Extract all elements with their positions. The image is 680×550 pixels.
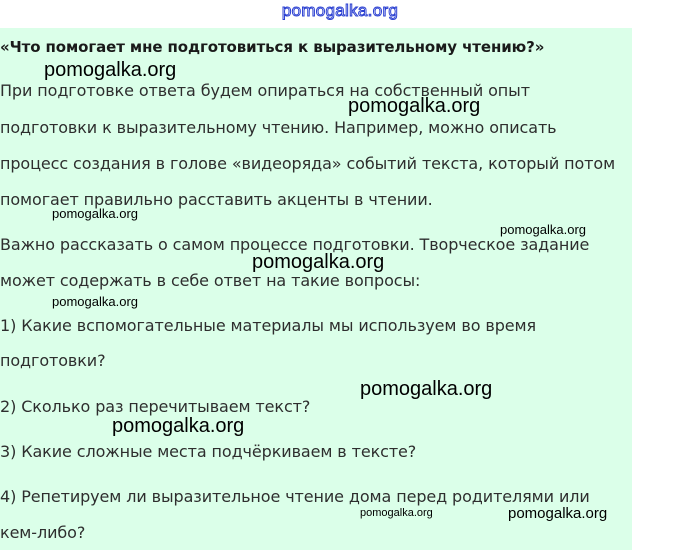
answer-heading: «Что помогает мне подготовиться к выразительному чтению?» bbox=[0, 38, 545, 56]
answer-line: процесс создания в голове «видеоряда» событий текста, который потом bbox=[0, 154, 616, 173]
question-line: кем-либо? bbox=[0, 523, 86, 542]
watermark: pomogalka.org bbox=[52, 294, 138, 309]
watermark: pomogalka.org bbox=[112, 415, 245, 437]
answer-line: подготовки к выразительному чтению. Например, можно описать bbox=[0, 118, 557, 137]
site-logo[interactable]: pomogalka.org bbox=[281, 1, 399, 20]
answer-line: Важно рассказать о самом процессе подготовки. Творческое задание bbox=[0, 235, 590, 254]
question-line: подготовки? bbox=[0, 351, 106, 370]
question-line: 1) Какие вспомогательные материалы мы используем во время bbox=[0, 316, 536, 335]
watermark: pomogalka.org bbox=[52, 206, 138, 221]
watermark: pomogalka.org bbox=[360, 507, 433, 519]
question-line: 4) Репетируем ли выразительное чтение дома перед родителями или bbox=[0, 487, 590, 506]
question-line: 3) Какие сложные места подчёркиваем в тексте? bbox=[0, 442, 417, 461]
watermark: pomogalka.org bbox=[508, 505, 608, 522]
answer-line: помогает правильно расставить акценты в чтении. bbox=[0, 190, 433, 209]
watermark: pomogalka.org bbox=[360, 378, 493, 400]
answer-line: При подготовке ответа будем опираться на собственный опыт bbox=[0, 81, 530, 100]
watermark: pomogalka.org bbox=[348, 95, 481, 117]
watermark: pomogalka.org bbox=[44, 59, 177, 81]
site-header bbox=[0, 0, 680, 28]
question-line: 2) Сколько раз перечитываем текст? bbox=[0, 397, 311, 416]
watermark: pomogalka.org bbox=[252, 251, 385, 273]
answer-card bbox=[0, 28, 632, 550]
watermark: pomogalka.org bbox=[500, 222, 586, 237]
answer-line: может содержать в себе ответ на такие вопросы: bbox=[0, 271, 421, 290]
